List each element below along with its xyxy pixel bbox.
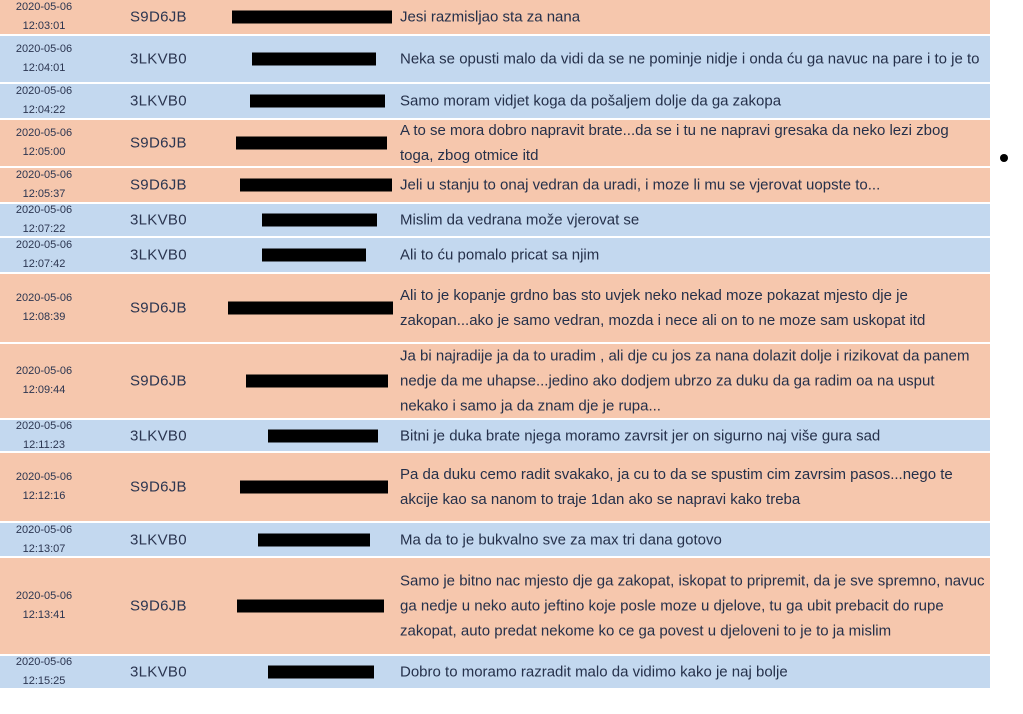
message-row xyxy=(0,168,990,204)
redaction-bar xyxy=(228,302,393,315)
timestamp-date: 2020-05-06 xyxy=(15,204,73,216)
message-text: Neka se opusti malo da vidi da se ne pominje nidje i onda ću ga navuc na pare i to je to xyxy=(400,50,980,68)
message-text: Ali to ću pomalo pricat sa njim xyxy=(400,246,600,264)
sender-id: 3LKVB0 xyxy=(130,211,187,229)
message-row xyxy=(0,558,990,656)
message-text: Bitni je duka brate njega moramo zavrsit jer on sigurno naj više gura sad xyxy=(400,427,881,444)
message-text: Jesi razmisljao sta za nana xyxy=(400,8,581,26)
message-text: Samo moram vidjet koga da pošaljem dolje da ga zakopa xyxy=(400,92,782,110)
timestamp-date: 2020-05-06 xyxy=(15,590,73,602)
sender-id: S9D6JB xyxy=(130,372,187,390)
redaction-bar xyxy=(250,95,385,108)
message-row xyxy=(0,656,990,690)
timestamp-date: 2020-05-06 xyxy=(15,419,73,432)
timestamp-date: 2020-05-06 xyxy=(15,656,73,668)
timestamp xyxy=(4,468,84,506)
sender-id: S9D6JB xyxy=(130,597,187,615)
timestamp-date: 2020-05-06 xyxy=(15,85,73,97)
message-row xyxy=(0,453,990,523)
timestamp-date: 2020-05-06 xyxy=(15,1,73,13)
timestamp-time: 12:04:01 xyxy=(22,62,66,74)
message-text: Dobro to moramo razradit malo da vidimo kako je naj bolje xyxy=(400,663,788,681)
sender-id: 3LKVB0 xyxy=(130,531,187,548)
sender-id: 3LKVB0 xyxy=(130,50,187,68)
message-row xyxy=(0,84,990,120)
timestamp-date: 2020-05-06 xyxy=(15,523,73,536)
timestamp-time: 12:11:23 xyxy=(22,438,65,451)
sender-id: S9D6JB xyxy=(130,176,187,194)
message-text: A to se mora dobro napravit brate...da se i tu ne napravi gresaka da neko lezi zbog toga, zbog otmice itd xyxy=(400,122,949,164)
redaction-bar xyxy=(268,666,374,679)
timestamp-time: 12:03:01 xyxy=(22,20,66,32)
message-text: Ma da to je bukvalno sve za max tri dana gotovo xyxy=(400,531,722,548)
message-row xyxy=(0,36,990,84)
redaction-bar xyxy=(232,11,392,24)
timestamp xyxy=(4,82,84,120)
timestamp xyxy=(4,362,84,400)
timestamp xyxy=(4,289,84,327)
message-row xyxy=(0,238,990,274)
redaction-bar xyxy=(262,249,366,262)
timestamp xyxy=(4,236,84,274)
timestamp-time: 12:13:41 xyxy=(22,609,66,621)
sender-id: S9D6JB xyxy=(130,299,187,317)
timestamp-time: 12:04:22 xyxy=(22,104,66,116)
timestamp xyxy=(4,0,84,36)
message-row xyxy=(0,344,990,420)
redaction-bar xyxy=(240,481,388,494)
timestamp xyxy=(4,201,84,239)
timestamp xyxy=(4,417,84,455)
message-row xyxy=(0,523,990,558)
timestamp-time: 12:05:37 xyxy=(22,188,66,200)
timestamp-time: 12:12:16 xyxy=(22,490,66,502)
message-text: Mislim da vedrana može vjerovat se xyxy=(400,211,640,229)
timestamp xyxy=(4,124,84,162)
message-text: Pa da duku cemo radit svakako, ja cu to da se spustim cim zavrsim pasos...nego te akcije kao sa nanom to traje 1dan ako se napravi kako treba xyxy=(400,466,953,508)
timestamp-time: 12:15:25 xyxy=(22,675,66,687)
timestamp-time: 12:13:07 xyxy=(22,542,66,555)
message-row xyxy=(0,120,990,168)
redaction-bar xyxy=(236,137,387,150)
timestamp xyxy=(4,521,84,559)
timestamp-date: 2020-05-06 xyxy=(15,127,73,139)
timestamp-date: 2020-05-06 xyxy=(15,169,73,181)
message-text: Jeli u stanju to onaj vedran da uradi, i moze li mu se vjerovat uopste to... xyxy=(400,176,881,194)
message-row xyxy=(0,420,990,453)
timestamp-date: 2020-05-06 xyxy=(15,239,73,251)
message-row xyxy=(0,0,990,36)
redaction-bar xyxy=(262,214,377,227)
sender-id: S9D6JB xyxy=(130,478,187,496)
timestamp-time: 12:08:39 xyxy=(22,311,66,323)
timestamp-date: 2020-05-06 xyxy=(15,365,73,377)
redaction-bar xyxy=(252,53,376,66)
sender-id: S9D6JB xyxy=(130,134,187,152)
timestamp-time: 12:07:22 xyxy=(22,223,66,235)
message-text: Samo je bitno nac mjesto dje ga zakopat, iskopat to pripremit, da je sve spremno, navuc ga nedje u neko auto jeftino koje posle moze u djelove, tu ga ubit prebacit do rupe zakopat, auto predat nekome ko ce ga povest u djeloveni to je to ja mislim xyxy=(400,572,985,640)
timestamp-date: 2020-05-06 xyxy=(15,471,73,483)
sender-id: 3LKVB0 xyxy=(130,246,187,264)
timestamp xyxy=(4,653,84,691)
bullet-dot xyxy=(1000,154,1008,162)
redaction-bar xyxy=(237,600,384,613)
timestamp-date: 2020-05-06 xyxy=(15,43,73,55)
redaction-bar xyxy=(240,179,392,192)
message-text: Ali to je kopanje grdno bas sto uvjek neko nekad moze pokazat mjesto dje je zakopan...ako je samo vedran, mozda i nece ali on to ne moze sam uskopat itd xyxy=(400,287,926,329)
timestamp xyxy=(4,587,84,625)
sender-id: 3LKVB0 xyxy=(130,663,187,681)
redaction-bar xyxy=(268,429,378,442)
timestamp-date: 2020-05-06 xyxy=(15,292,73,304)
sender-id: 3LKVB0 xyxy=(130,92,187,110)
timestamp-time: 12:09:44 xyxy=(22,384,66,396)
timestamp-time: 12:05:00 xyxy=(22,146,66,158)
message-text: Ja bi najradije ja da to uradim , ali dje cu jos za nana dolazit dolje i rizikovat da panem nedje da me uhapse...jedino ako dodjem ubrzo za duku da ga radim oa na usput nekako i samo ja da znam dje je rupa... xyxy=(400,347,970,415)
message-row xyxy=(0,204,990,238)
timestamp xyxy=(4,166,84,204)
message-row xyxy=(0,274,990,344)
sender-id: S9D6JB xyxy=(130,8,187,26)
timestamp xyxy=(4,40,84,78)
timestamp-time: 12:07:42 xyxy=(22,258,66,270)
redaction-bar xyxy=(246,375,388,388)
redaction-bar xyxy=(258,533,370,546)
sender-id: 3LKVB0 xyxy=(130,427,187,444)
